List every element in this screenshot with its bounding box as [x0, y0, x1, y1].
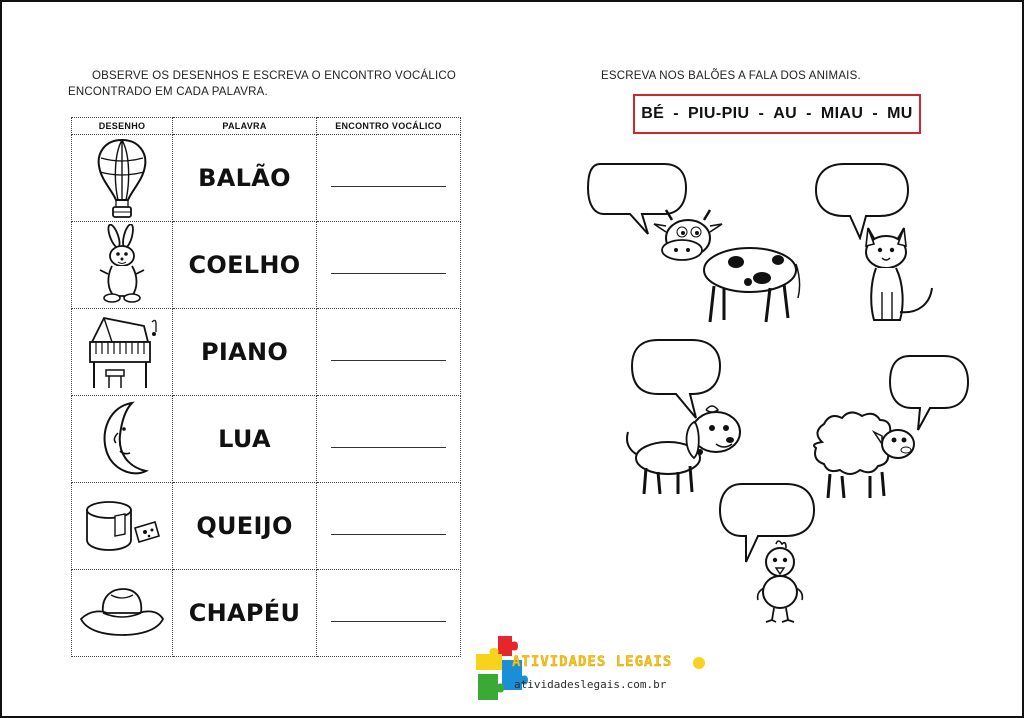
logo-url: atividadeslegais.com.br — [514, 678, 667, 691]
yellow-dot-icon — [692, 656, 706, 670]
header-desenho: DESENHO — [72, 118, 173, 135]
word-piano: PIANO — [200, 338, 289, 366]
hat-icon — [77, 583, 167, 643]
answer-line-3[interactable] — [331, 360, 446, 361]
word-miau: MIAU — [820, 105, 864, 122]
table-row — [72, 483, 461, 570]
word-coelho: COELHO — [188, 251, 301, 279]
header-encontro: ENCONTRO VOCÁLICO — [317, 118, 461, 135]
left-instruction — [68, 68, 468, 100]
word-queijo: QUEIJO — [196, 512, 293, 540]
header-palavra: PALAVRA — [173, 118, 317, 135]
hot-air-balloon-icon — [92, 136, 152, 220]
table-header-row — [72, 118, 461, 135]
word-au: AU — [773, 105, 798, 122]
vowel-table — [71, 117, 461, 657]
moon-icon — [92, 399, 152, 479]
word-lua: LUA — [218, 425, 271, 453]
word-bank — [633, 94, 921, 134]
table-row — [72, 222, 461, 309]
word-piu-piu: PIU-PIU — [687, 105, 750, 122]
separator: - — [758, 105, 765, 122]
answer-line-5[interactable] — [331, 534, 446, 535]
table-row — [72, 396, 461, 483]
atividades-legais-logo — [472, 634, 712, 704]
word-balao: BALÃO — [198, 164, 291, 192]
word-mu: MU — [887, 105, 913, 122]
chick-icon — [750, 538, 810, 624]
table-row — [72, 309, 461, 396]
word-chapeu: CHAPÉU — [188, 599, 301, 627]
cheese-icon — [79, 494, 165, 558]
cow-icon — [652, 202, 802, 328]
answer-line-4[interactable] — [331, 447, 446, 448]
dog-icon — [622, 402, 748, 498]
answer-line-2[interactable] — [331, 273, 446, 274]
answer-line-1[interactable] — [331, 186, 446, 187]
separator: - — [673, 105, 679, 122]
sheep-icon — [802, 402, 922, 502]
cat-icon — [860, 222, 938, 328]
rabbit-icon — [92, 224, 152, 306]
piano-icon — [82, 312, 162, 392]
left-instruction-line2: ENCONTRADO EM CADA PALAVRA. — [68, 86, 268, 98]
word-be: BÉ — [641, 105, 665, 122]
logo-title: ATIVIDADES LEGAIS — [512, 654, 673, 670]
table-row — [72, 135, 461, 222]
left-instruction-line1: OBSERVE OS DESENHOS E ESCREVA O ENCONTRO VOCÁLICO — [92, 70, 457, 82]
answer-line-6[interactable] — [331, 621, 446, 622]
separator: - — [872, 105, 879, 122]
separator: - — [806, 105, 812, 122]
right-instruction: ESCREVA NOS BALÕES A FALA DOS ANIMAIS. — [601, 70, 861, 82]
table-row — [72, 570, 461, 657]
